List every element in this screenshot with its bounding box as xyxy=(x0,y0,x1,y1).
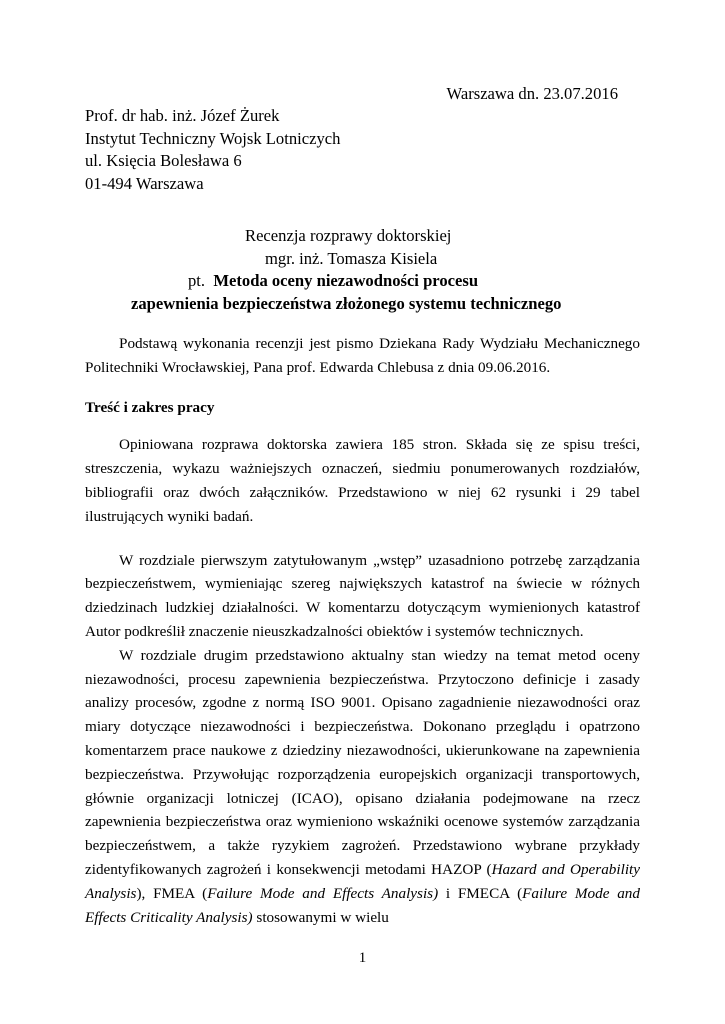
paragraph-structure: Opiniowana rozprawa doktorska zawiera 185 stron. Składa się ze spisu treści, streszczenia, wykazu ważniejszych oznaczeń, siedmiu ponumerowanych rozdziałów, bibliografii oraz dwóch załączników. Przedstawiono w niej 62 rysunki i 29 tabel ilustrujących wyniki badań. xyxy=(85,436,640,525)
paragraph-chapter-1: W rozdziale pierwszym zatytułowanym „wstęp” uzasadniono potrzebę zarządzania bezpieczeństwem, wymieniając szereg największych katastrof na świecie w różnych dziedzinach ludzkiej działalności. W komentarzu dotyczącym wymienionych katastrof Autor podkreślił znaczenie nieuszkadzalności obiektów i systemów technicznych. xyxy=(85,551,640,640)
fmea-term: Failure Mode and Effects Analysis) xyxy=(207,884,439,902)
reviewer-city: 01-494 Warszawa xyxy=(85,173,204,193)
dissertation-title-line-1: Metoda oceny niezawodności procesu xyxy=(213,271,479,290)
dissertation-title-line-2: zapewnienia bezpieczeństwa złożonego systemu technicznego xyxy=(131,293,562,313)
review-body xyxy=(85,332,640,929)
title-line-2: mgr. inż. Tomasza Kisiela xyxy=(265,248,438,268)
chapter-2-text-c: i FMECA ( xyxy=(438,884,523,902)
title-prefix: pt. xyxy=(188,271,206,290)
page-number: 1 xyxy=(358,950,367,966)
title-line-3 xyxy=(188,270,725,293)
basis-paragraph: Podstawą wykonania recenzji jest pismo Dziekana Rady Wydziału Mechanicznego Politechniki Wrocławskiej, Pana prof. Edwarda Chlebusa z dnia 09.06.2016. xyxy=(85,335,640,376)
hazop-term: Hazard and Operability Analysis xyxy=(85,860,640,902)
section-heading: Treść i zakres pracy xyxy=(85,398,215,416)
fmeca-term: Failure Mode and Effects Criticality Analysis) xyxy=(85,884,640,926)
chapter-2-text-d: stosowanymi w wielu xyxy=(252,908,389,926)
reviewer-institute: Instytut Techniczny Wojsk Lotniczych xyxy=(85,128,341,148)
title-line-4 xyxy=(131,293,725,316)
reviewer-address xyxy=(85,105,340,195)
date-line: Warszawa dn. 23.07.2016 xyxy=(446,84,618,103)
title-line-1: Recenzja rozprawy doktorskiej xyxy=(245,226,452,245)
chapter-2-text-a: W rozdziale drugim przedstawiono aktualny stan wiedzy na temat metod oceny niezawodności, procesu zapewnienia bezpieczeństwa. Przytoczono definicje i zasady analizy procesów, zgodne z normą ISO 9001. Opisano zagadnienie niezawodności oraz miary dotyczące niezawodności i bezpieczeństwa. Dokonano przeglądu i opatrzono komentarzem prace naukowe z dziedziny niezawodności, ukierunkowane na zapewnienia bezpieczeństwa. Przywołując rozporządzenia europejskich organizacji transportowych, głównie organizacji lotniczej (ICAO), opisano działania podejmowane na rzecz zapewnienia bezpieczeństwa oraz wymieniono wskaźniki ocenowe systemów zarządzania bezpieczeństwem, a także ryzykiem zagrożeń. Przedstawiono wybrane przykłady zidentyfikowanych zagrożeń i konsekwencji metodami HAZOP ( xyxy=(85,646,640,878)
reviewer-name: Prof. dr hab. inż. Józef Żurek xyxy=(85,106,280,125)
paragraph-chapter-2 xyxy=(85,644,640,930)
reviewer-street: ul. Księcia Bolesława 6 xyxy=(85,151,242,170)
chapter-2-text-b: ), FMEA ( xyxy=(136,884,208,902)
review-title xyxy=(0,225,725,315)
